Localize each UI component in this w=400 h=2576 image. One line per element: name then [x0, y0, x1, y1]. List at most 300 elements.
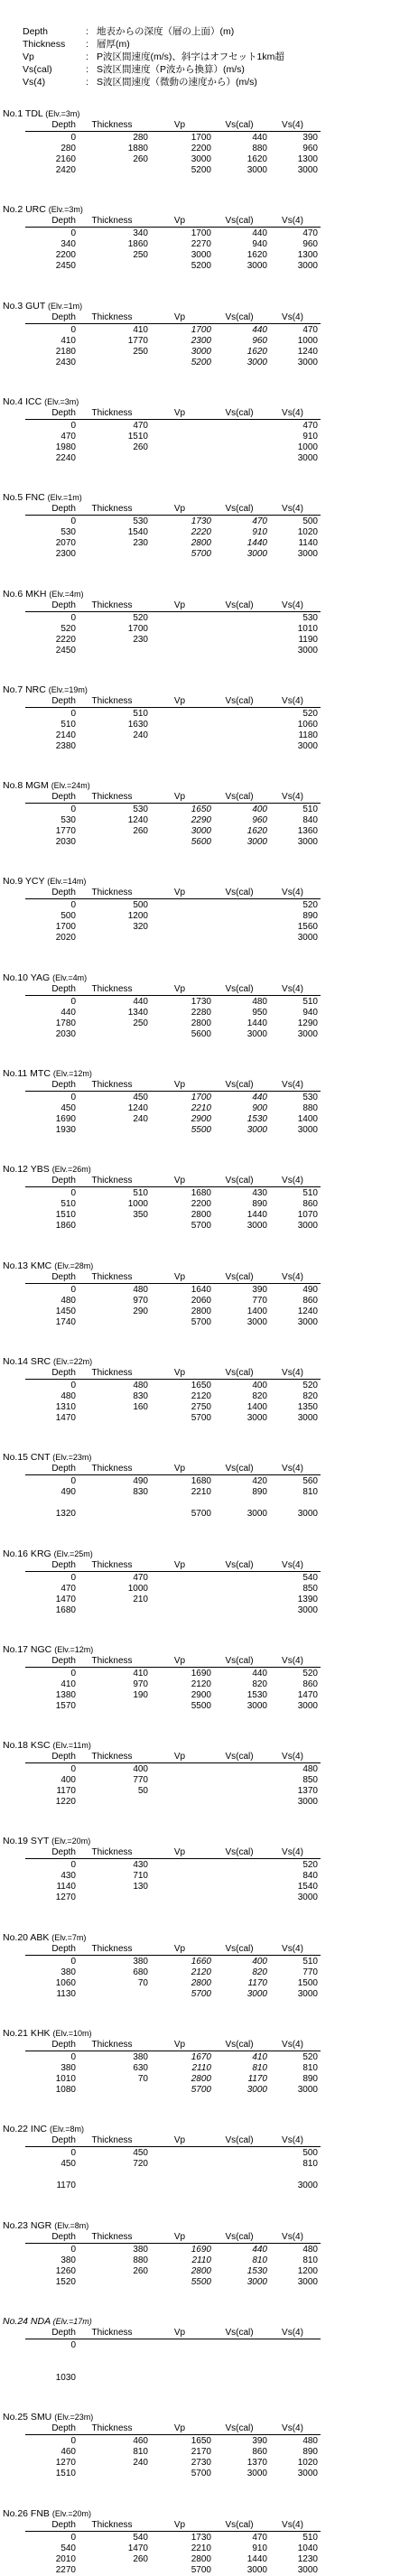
header-vp: Vp: [173, 1944, 186, 1954]
cell-vs4: 1180: [298, 730, 318, 740]
cell-thickness: 290: [133, 1307, 148, 1316]
site-elevation: (Elv.=8m): [54, 2221, 89, 2230]
cell-vp: 1700: [191, 325, 211, 335]
cell-vp: 2800: [191, 1307, 211, 1316]
cell-vs4: 480: [302, 2436, 318, 2446]
cell-depth: 1740: [55, 1317, 76, 1327]
legend-key: Vs(4): [23, 77, 46, 88]
cell-vp: 2900: [191, 1114, 211, 1124]
cell-vs4: 3000: [297, 1701, 318, 1711]
cell-vs4: 1230: [297, 2554, 318, 2564]
table-row: [25, 1413, 321, 1424]
table-row: [25, 1221, 321, 1232]
header-vp: Vp: [173, 2040, 186, 2050]
table-row: [25, 228, 321, 239]
cell-thickness: 450: [133, 1093, 148, 1102]
cell-vscal: 960: [252, 815, 267, 825]
cell-vscal: 390: [252, 1285, 267, 1295]
cell-depth: 400: [60, 1775, 76, 1785]
cell-thickness: 230: [133, 635, 148, 645]
cell-vs4: 1000: [297, 442, 318, 452]
table-row: [25, 826, 321, 837]
table-header: [25, 312, 321, 324]
header-vs4: Vs(4): [282, 600, 303, 610]
cell-vscal: 3000: [247, 549, 267, 559]
cell-vs4: 3000: [297, 933, 318, 943]
cell-vs4: 3000: [297, 1413, 318, 1423]
table-row: [25, 133, 321, 144]
cell-vscal: 470: [252, 516, 267, 526]
header-vs4: Vs(4): [282, 2328, 303, 2338]
cell-vs4: 1060: [297, 720, 318, 730]
cell-depth: 2430: [55, 358, 76, 367]
cell-depth: 2160: [55, 154, 76, 164]
cell-vp: 2120: [191, 1967, 211, 1977]
site-elevation: (Elv.=10m): [52, 2029, 92, 2038]
legend-separator: :: [86, 26, 88, 37]
cell-vp: 2800: [191, 2266, 211, 2276]
cell-vs4: 390: [302, 133, 318, 143]
cell-vs4: 1370: [297, 1786, 318, 1796]
header-depth: Depth: [51, 1656, 76, 1666]
cell-vp: 5500: [191, 2277, 211, 2287]
header-depth: Depth: [51, 2232, 76, 2242]
cell-vs4: 510: [302, 997, 318, 1007]
cell-vp: 5700: [191, 1317, 211, 1327]
cell-depth: 2020: [55, 933, 76, 943]
cell-thickness: 250: [133, 347, 148, 357]
cell-depth: 0: [70, 997, 76, 1007]
header-vscal: Vs(cal): [225, 1368, 254, 1378]
header-vp: Vp: [173, 792, 186, 802]
cell-depth: 1130: [56, 1989, 76, 1999]
cell-vs4: 890: [302, 2447, 318, 2457]
cell-vs4: 820: [302, 1391, 318, 1401]
site-title: [3, 1452, 91, 1464]
cell-vs4: 960: [302, 239, 318, 249]
cell-thickness: 490: [133, 1476, 148, 1486]
cell-depth: 1260: [55, 2266, 76, 2276]
header-thickness: Thickness: [91, 2423, 133, 2433]
table-header: [25, 504, 321, 516]
cell-vs4: 1000: [297, 336, 318, 346]
site-elevation: (Elv.=17m): [52, 2317, 92, 2326]
cell-vs4: 840: [302, 1871, 318, 1881]
cell-depth: 490: [60, 1487, 76, 1497]
header-vs4: Vs(4): [282, 2520, 303, 2530]
cell-vs4: 1240: [297, 347, 318, 357]
cell-depth: 0: [70, 325, 76, 335]
cell-depth: 0: [70, 421, 76, 431]
table-header: [25, 2423, 321, 2435]
table-header: [25, 984, 321, 996]
cell-thickness: 70: [137, 2074, 148, 2084]
header-thickness: Thickness: [91, 888, 133, 897]
cell-thickness: 1240: [127, 1103, 148, 1113]
cell-vp: 1650: [191, 2436, 211, 2446]
table-row: [25, 347, 321, 358]
site-elevation: (Elv.=3m): [48, 205, 83, 214]
cell-depth: 0: [70, 516, 76, 526]
cell-thickness: 1860: [127, 239, 148, 249]
cell-vscal: 910: [252, 527, 267, 537]
table-row: [25, 2245, 321, 2255]
legend-key: Depth: [23, 26, 49, 37]
cell-vscal: 1620: [247, 154, 267, 164]
cell-thickness: 480: [133, 1381, 148, 1390]
header-vscal: Vs(cal): [225, 984, 254, 994]
header-depth: Depth: [51, 1176, 76, 1186]
cell-thickness: 970: [133, 1679, 148, 1689]
legend-row: [23, 76, 400, 88]
cell-depth: 1470: [55, 1595, 76, 1604]
header-depth: Depth: [51, 2520, 76, 2530]
cell-vs4: 890: [302, 2074, 318, 2084]
site-name: No.17 NGC: [3, 1644, 52, 1655]
cell-depth: 2450: [55, 261, 76, 271]
cell-vp: 2730: [191, 2458, 211, 2468]
cell-vs4: 1140: [298, 538, 318, 548]
header-vscal: Vs(cal): [225, 1272, 254, 1282]
cell-thickness: 520: [133, 613, 148, 623]
cell-vs4: 520: [302, 1860, 318, 1870]
cell-vp: 5700: [191, 1989, 211, 1999]
cell-depth: 380: [60, 2063, 76, 2073]
cell-vs4: 850: [302, 1775, 318, 1785]
site-elevation: (Elv.=12m): [54, 1645, 94, 1654]
cell-vscal: 410: [252, 2052, 267, 2062]
cell-vscal: 880: [252, 144, 267, 153]
table-row: [25, 1860, 321, 1871]
cell-depth: 0: [70, 133, 76, 143]
cell-vscal: 440: [252, 133, 267, 143]
header-depth: Depth: [51, 2328, 76, 2338]
site-title: [3, 396, 79, 408]
table-row: [25, 336, 321, 347]
table-row: [25, 1573, 321, 1584]
cell-vscal: 430: [252, 1188, 267, 1198]
cell-vs4: 3000: [297, 453, 318, 463]
table-header: [25, 1560, 321, 1572]
cell-depth: 0: [70, 2340, 76, 2350]
cell-vp: 3000: [191, 154, 211, 164]
table-header: [25, 1752, 321, 1763]
cell-vp: 2290: [191, 815, 211, 825]
table-row: [25, 1285, 321, 1296]
site-name: No.10 YAG: [3, 972, 51, 983]
cell-depth: 380: [60, 2255, 76, 2265]
cell-vp: 1730: [191, 2533, 211, 2543]
cell-depth: 0: [70, 1573, 76, 1583]
table-row: [25, 1669, 321, 1679]
cell-thickness: 1240: [127, 815, 148, 825]
cell-vs4: 500: [302, 2148, 318, 2158]
site-title: [3, 2508, 91, 2520]
cell-depth: 0: [70, 804, 76, 814]
table-row: [25, 1882, 321, 1892]
header-thickness: Thickness: [91, 216, 133, 226]
header-depth: Depth: [51, 216, 76, 226]
header-thickness: Thickness: [91, 1752, 133, 1762]
cell-vp: 2200: [191, 1199, 211, 1209]
cell-vscal: 1530: [247, 2266, 267, 2276]
site-name: No.11 MTC: [3, 1068, 51, 1079]
table-row: [25, 1679, 321, 1690]
site-name: No.26 FNB: [3, 2508, 50, 2519]
cell-vp: 3000: [191, 826, 211, 836]
cell-vscal: 3000: [247, 165, 267, 175]
site-name: No.14 SRC: [3, 1356, 51, 1367]
header-thickness: Thickness: [91, 2135, 133, 2145]
table-row: [25, 1487, 321, 1498]
table-row: [25, 527, 321, 538]
site-title: [3, 1740, 91, 1752]
table-row: [25, 1114, 321, 1125]
cell-vp: 1690: [191, 1669, 211, 1679]
header-depth: Depth: [51, 1080, 76, 1090]
cell-depth: 340: [60, 239, 76, 249]
cell-vscal: 820: [252, 1679, 267, 1689]
site-elevation: (Elv.=22m): [53, 1357, 93, 1366]
table-header: [25, 2520, 321, 2532]
cell-vscal: 3000: [247, 1221, 267, 1231]
cell-thickness: 380: [133, 2052, 148, 2062]
table-row: [25, 933, 321, 944]
cell-vp: 2060: [191, 1296, 211, 1306]
table-row: [25, 624, 321, 635]
cell-vscal: 3000: [247, 1413, 267, 1423]
site-name: No.15 CNT: [3, 1452, 51, 1463]
cell-vscal: 1530: [247, 1114, 267, 1124]
cell-vscal: 3000: [247, 358, 267, 367]
header-vp: Vp: [173, 1752, 186, 1762]
site-name: No.25 SMU: [3, 2412, 52, 2423]
site-title: [3, 1932, 86, 1944]
cell-thickness: 1340: [127, 1008, 148, 1018]
cell-depth: 0: [70, 2436, 76, 2446]
cell-depth: 500: [60, 911, 76, 921]
cell-vp: 2800: [191, 1978, 211, 1988]
cell-vs4: 1500: [297, 1978, 318, 1988]
header-thickness: Thickness: [91, 1368, 133, 1378]
cell-vp: 2210: [191, 2543, 211, 2553]
cell-depth: 1310: [55, 1402, 76, 1412]
header-vscal: Vs(cal): [225, 2423, 254, 2433]
table-header: [25, 2135, 321, 2147]
table-row: [25, 453, 321, 464]
cell-vs4: 910: [302, 432, 318, 442]
table-row: [25, 2436, 321, 2447]
table-row: [25, 2554, 321, 2565]
legend-key: Vp: [23, 51, 34, 62]
header-vs4: Vs(4): [282, 1944, 303, 1954]
cell-vs4: 3000: [297, 1605, 318, 1615]
site-name: No.3 GUT: [3, 301, 46, 312]
cell-depth: 2070: [55, 538, 76, 548]
header-vs4: Vs(4): [282, 408, 303, 418]
header-thickness: Thickness: [91, 504, 133, 514]
cell-depth: 1520: [55, 2277, 76, 2287]
cell-depth: 1380: [55, 1690, 76, 1700]
cell-depth: 0: [70, 2148, 76, 2158]
table-row: [25, 1498, 321, 1509]
header-thickness: Thickness: [91, 312, 133, 322]
cell-vp: 5700: [191, 2469, 211, 2478]
site-elevation: (Elv.=7m): [51, 1933, 87, 1942]
header-vscal: Vs(cal): [225, 1847, 254, 1857]
cell-thickness: 510: [133, 709, 148, 719]
header-vp: Vp: [173, 2232, 186, 2242]
cell-depth: 540: [60, 2543, 76, 2553]
cell-depth: 1140: [56, 1882, 76, 1892]
site-elevation: (Elv.=8m): [49, 2125, 85, 2134]
cell-depth: 410: [60, 336, 76, 346]
cell-depth: 0: [70, 1957, 76, 1967]
cell-vscal: 3000: [247, 2277, 267, 2287]
table-row: [25, 261, 321, 272]
cell-depth: 1700: [55, 922, 76, 932]
header-thickness: Thickness: [91, 696, 133, 706]
cell-depth: 1010: [55, 2074, 76, 2084]
site-elevation: (Elv.=20m): [51, 2509, 91, 2518]
cell-thickness: 710: [133, 1871, 148, 1881]
header-vs4: Vs(4): [282, 1847, 303, 1857]
cell-vs4: 880: [302, 1103, 318, 1113]
header-vs4: Vs(4): [282, 2423, 303, 2433]
header-vscal: Vs(cal): [225, 2328, 254, 2338]
table-row: [25, 730, 321, 741]
table-row: [25, 2074, 321, 2085]
header-vs4: Vs(4): [282, 1176, 303, 1186]
cell-depth: 1680: [55, 1605, 76, 1615]
header-vscal: Vs(cal): [225, 2135, 254, 2145]
legend-row: [23, 63, 400, 76]
cell-thickness: 510: [133, 1188, 148, 1198]
table-header: [25, 1847, 321, 1859]
cell-vscal: 3000: [247, 1125, 267, 1135]
cell-vscal: 3000: [247, 1989, 267, 1999]
header-vs4: Vs(4): [282, 120, 303, 130]
table-row: [25, 2351, 321, 2362]
table-header: [25, 1176, 321, 1187]
table-row: [25, 2277, 321, 2288]
cell-depth: 0: [70, 613, 76, 623]
header-vp: Vp: [173, 1368, 186, 1378]
header-vscal: Vs(cal): [225, 888, 254, 897]
cell-vs4: 3000: [297, 261, 318, 271]
table-row: [25, 250, 321, 261]
cell-vscal: 1620: [247, 347, 267, 357]
site-elevation: (Elv.=1m): [47, 493, 82, 502]
site-title: [3, 301, 82, 312]
cell-depth: 470: [60, 1584, 76, 1594]
cell-vs4: 850: [302, 1584, 318, 1594]
table-row: [25, 837, 321, 848]
header-vp: Vp: [173, 888, 186, 897]
header-thickness: Thickness: [91, 2520, 133, 2530]
cell-vscal: 1440: [247, 538, 267, 548]
site-title: [3, 2412, 93, 2423]
cell-depth: 2270: [55, 2565, 76, 2575]
cell-depth: 1510: [55, 2469, 76, 2478]
cell-vscal: 890: [252, 1199, 267, 1209]
site-name: No.1 TDL: [3, 108, 43, 119]
cell-vs4: 3000: [297, 741, 318, 751]
cell-thickness: 440: [133, 997, 148, 1007]
cell-depth: 0: [70, 2052, 76, 2062]
cell-vs4: 810: [302, 2255, 318, 2265]
table-header: [25, 1368, 321, 1380]
cell-depth: 0: [70, 1764, 76, 1774]
header-thickness: Thickness: [91, 1656, 133, 1666]
table-row: [25, 2052, 321, 2063]
cell-vp: 1650: [191, 1381, 211, 1390]
legend-text: P波区間速度(m/s)、斜字はオフセット1km超: [97, 51, 284, 62]
cell-vscal: 3000: [247, 1701, 267, 1711]
cell-thickness: 380: [133, 2245, 148, 2255]
cell-depth: 1980: [55, 442, 76, 452]
cell-vscal: 400: [252, 1957, 267, 1967]
site-name: No.7 NRC: [3, 684, 46, 695]
cell-thickness: 380: [133, 1957, 148, 1967]
cell-vs4: 1300: [297, 154, 318, 164]
cell-vs4: 3000: [297, 1317, 318, 1327]
header-depth: Depth: [51, 984, 76, 994]
cell-depth: 480: [60, 1296, 76, 1306]
table-row: [25, 325, 321, 336]
header-depth: Depth: [51, 2040, 76, 2050]
cell-vscal: 440: [252, 2245, 267, 2255]
cell-depth: 1060: [55, 1978, 76, 1988]
header-vp: Vp: [173, 2328, 186, 2338]
table-row: [25, 1103, 321, 1114]
table-header: [25, 120, 321, 132]
table-row: [25, 1871, 321, 1882]
cell-vs4: 3000: [297, 2181, 318, 2190]
site-title: [3, 972, 87, 984]
cell-thickness: 1630: [127, 720, 148, 730]
cell-depth: 1170: [56, 2181, 76, 2190]
cell-vscal: 3000: [247, 2085, 267, 2095]
table-row: [25, 646, 321, 656]
cell-thickness: 400: [133, 1764, 148, 1774]
cell-vscal: 810: [252, 2063, 267, 2073]
cell-vp: 5200: [191, 358, 211, 367]
cell-depth: 2420: [55, 165, 76, 175]
cell-thickness: 240: [133, 2458, 148, 2468]
cell-thickness: 250: [133, 250, 148, 260]
site-name: No.21 KHK: [3, 2028, 51, 2039]
site-name: No.4 ICC: [3, 396, 42, 407]
header-thickness: Thickness: [91, 1560, 133, 1570]
site-elevation: (Elv.=19m): [48, 685, 88, 694]
cell-vscal: 1440: [247, 1210, 267, 1220]
cell-vp: 5500: [191, 1701, 211, 1711]
cell-vp: 1640: [191, 1285, 211, 1295]
cell-vp: 2280: [191, 1008, 211, 1018]
cell-vp: 2110: [191, 2063, 211, 2073]
site-elevation: (Elv.=3m): [44, 397, 79, 406]
cell-vs4: 3000: [297, 1125, 318, 1135]
cell-vs4: 3000: [297, 1892, 318, 1902]
cell-depth: 450: [60, 1103, 76, 1113]
table-row: [25, 516, 321, 527]
cell-vs4: 860: [302, 1296, 318, 1306]
header-vp: Vp: [173, 1560, 186, 1570]
cell-vscal: 440: [252, 1669, 267, 1679]
table-row: [25, 2469, 321, 2479]
table-header: [25, 2040, 321, 2051]
